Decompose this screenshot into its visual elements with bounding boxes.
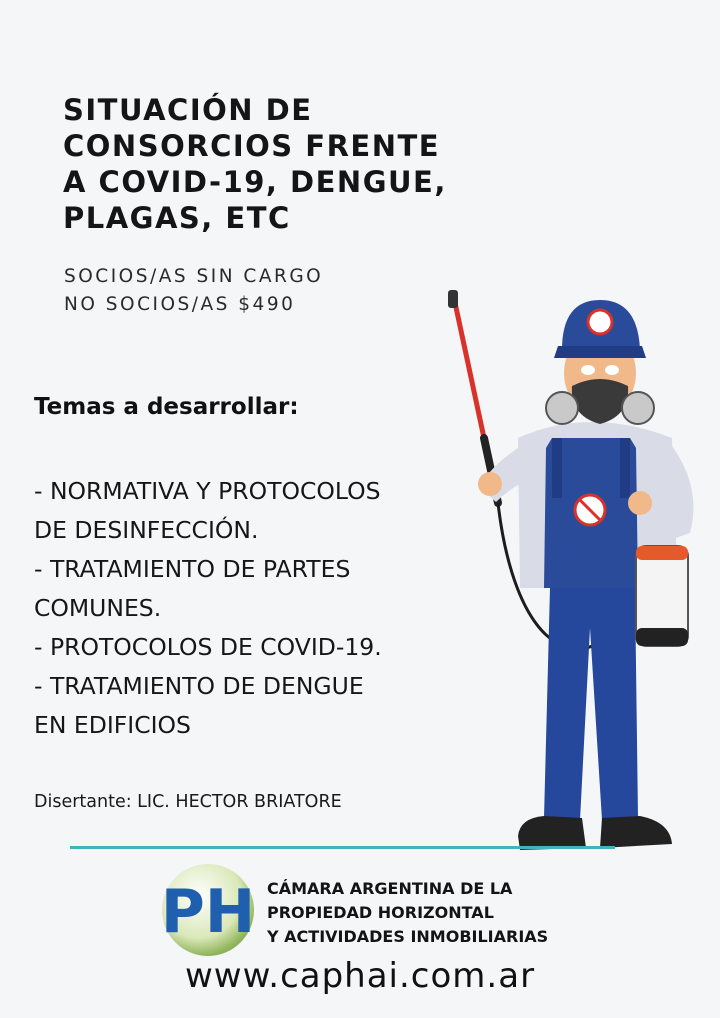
price-non-members: NO SOCIOS/AS $490	[64, 294, 296, 315]
price-info	[64, 263, 323, 319]
speaker-credit: Disertante: LIC. HECTOR BRIATORE	[34, 792, 342, 812]
topic-line: - NORMATIVA Y PROTOCOLOS	[34, 477, 381, 505]
title-line-2: CONSORCIOS FRENTE	[63, 129, 441, 163]
title-line-1: SITUACIÓN DE	[63, 93, 313, 127]
topic-line: - TRATAMIENTO DE DENGUE	[34, 672, 364, 700]
org-line-2: PROPIEDAD HORIZONTAL	[267, 903, 494, 922]
price-members: SOCIOS/AS SIN CARGO	[64, 266, 324, 287]
topic-line: EN EDIFICIOS	[34, 711, 191, 739]
topic-line: COMUNES.	[34, 594, 162, 622]
website-link[interactable]: www.caphai.com.ar	[184, 956, 536, 996]
org-line-3: Y ACTIVIDADES INMOBILIARIAS	[267, 927, 549, 946]
caphai-logo-icon	[160, 862, 256, 958]
section-divider	[70, 846, 615, 849]
topic-line: - TRATAMIENTO DE PARTES	[34, 555, 351, 583]
topic-line: - PROTOCOLOS DE COVID-19.	[34, 633, 382, 661]
organization-name	[267, 877, 548, 949]
org-line-1: CÁMARA ARGENTINA DE LA	[267, 879, 513, 898]
title-line-3: A COVID-19, DENGUE,	[63, 165, 447, 199]
exterminator-illustration-icon	[440, 288, 710, 863]
flyer-title	[63, 92, 503, 236]
topic-line: DE DESINFECCIÓN.	[34, 516, 259, 544]
title-line-4: PLAGAS, ETC	[63, 201, 291, 235]
topics-heading: Temas a desarrollar:	[34, 394, 299, 420]
logo-letters: PH	[160, 877, 256, 947]
topics-list	[34, 472, 494, 745]
